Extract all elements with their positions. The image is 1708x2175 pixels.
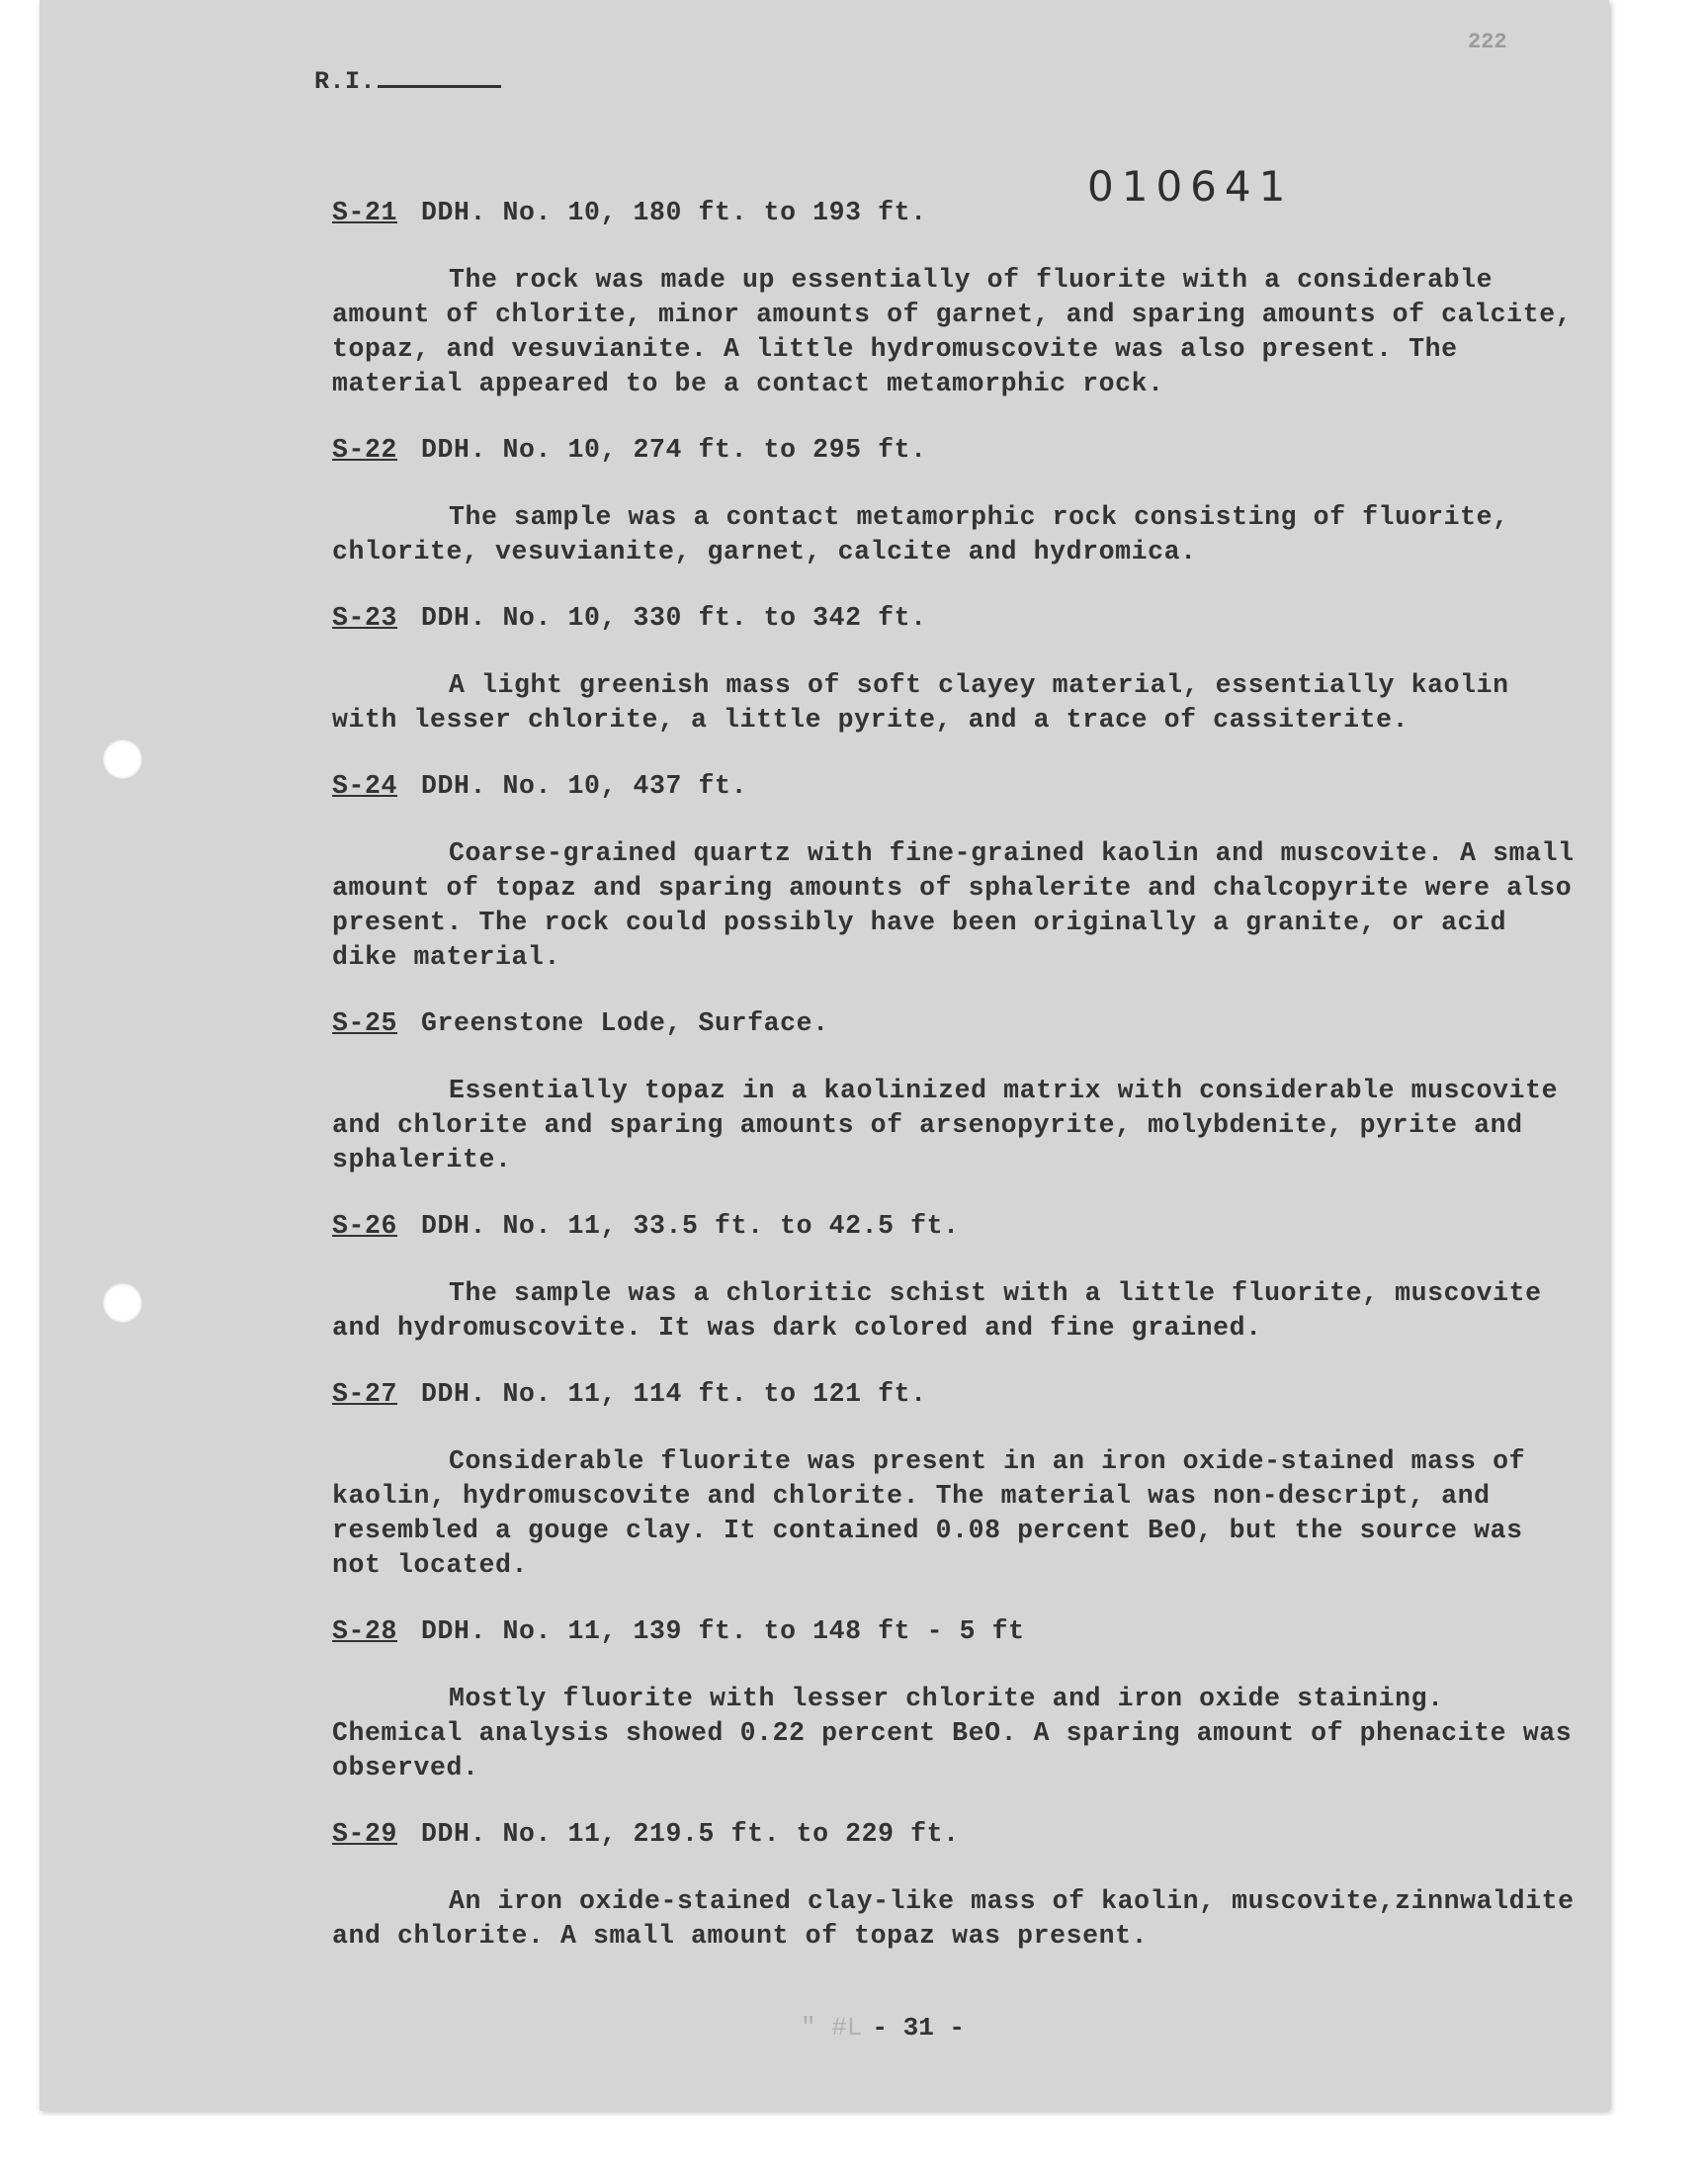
sample-description: The rock was made up essentially of fluorite with a considerable amount of chlorite, minor amounts of garnet, and sparing amounts of calcite, topaz, and vesuvianite. A little hydromuscovite was also present. The material appeared to be a contact metamorphic rock. xyxy=(332,265,1573,398)
footer-mark: " #L xyxy=(801,2013,863,2043)
sample-location: DDH. No. 11, 33.5 ft. to 42.5 ft. xyxy=(421,1211,960,1241)
scan-margin xyxy=(0,2116,1708,2175)
ri-field xyxy=(314,67,501,96)
sample-description: The sample was a contact metamorphic rock consisting of fluorite, chlorite, vesuvianite, garnet, calcite and hydromica. xyxy=(332,502,1509,566)
stamp-number: 010641 xyxy=(1087,162,1294,211)
entry-heading xyxy=(332,601,1587,636)
sample-code: S-26 xyxy=(332,1211,398,1241)
sample-entry xyxy=(332,1817,1587,1954)
sample-location: DDH. No. 11, 219.5 ft. to 229 ft. xyxy=(421,1819,960,1849)
sample-location: DDH. No. 10, 437 ft. xyxy=(421,771,748,801)
sample-entry xyxy=(332,601,1587,738)
sample-location: DDH. No. 10, 180 ft. to 193 ft. xyxy=(421,198,927,227)
page-number: - 31 - xyxy=(872,2013,966,2043)
sample-code: S-25 xyxy=(332,1008,398,1038)
sample-description: Mostly fluorite with lesser chlorite and iron oxide staining. Chemical analysis showed 0.22 percent BeO. A sparing amount of phenacite was observed. xyxy=(332,1684,1573,1783)
sample-location: DDH. No. 10, 330 ft. to 342 ft. xyxy=(421,603,927,633)
sample-code: S-27 xyxy=(332,1379,398,1409)
sample-description: An iron oxide-stained clay-like mass of kaolin, muscovite,zinnwaldite and chlorite. A small amount of topaz was present. xyxy=(332,1886,1575,1951)
sample-description: The sample was a chloritic schist with a little fluorite, muscovite and hydromuscovite. It was dark colored and fine grained. xyxy=(332,1278,1542,1343)
sample-list xyxy=(332,196,1587,1985)
entry-heading xyxy=(332,769,1587,804)
entry-heading xyxy=(332,433,1587,468)
entry-heading xyxy=(332,196,1587,230)
sample-location: DDH. No. 10, 274 ft. to 295 ft. xyxy=(421,435,927,465)
sample-description: Essentially topaz in a kaolinized matrix with considerable muscovite and chlorite and sparing amounts of arsenopyrite, molybdenite, pyrite and sphalerite. xyxy=(332,1076,1559,1174)
punch-hole-lower xyxy=(103,1283,142,1323)
sample-entry xyxy=(332,1209,1587,1346)
sample-entry xyxy=(332,1006,1587,1177)
punch-hole-upper xyxy=(103,740,142,779)
sample-code: S-28 xyxy=(332,1616,398,1646)
entry-heading xyxy=(332,1614,1587,1649)
sample-code: S-21 xyxy=(332,198,398,227)
sample-code: S-22 xyxy=(332,435,398,465)
entry-heading xyxy=(332,1817,1587,1852)
sample-location: DDH. No. 11, 139 ft. to 148 ft - 5 ft xyxy=(421,1616,1025,1646)
sample-code: S-24 xyxy=(332,771,398,801)
sample-entry xyxy=(332,769,1587,975)
entry-heading xyxy=(332,1377,1587,1412)
sample-description: Coarse-grained quartz with fine-grained kaolin and muscovite. A small amount of topaz and sparing amounts of sphalerite and chalcopyrite were also present. The rock could possibly have been originally a granite, or acid dike material. xyxy=(332,838,1575,972)
entry-heading xyxy=(332,1209,1587,1244)
sample-entry xyxy=(332,433,1587,569)
ri-blank-line xyxy=(378,85,501,88)
sample-location: DDH. No. 11, 114 ft. to 121 ft. xyxy=(421,1379,927,1409)
entry-heading xyxy=(332,1006,1587,1041)
sample-description: Considerable fluorite was present in an iron oxide-stained mass of kaolin, hydromuscovite and chlorite. The material was non-descript, and resembled a gouge clay. It contained 0.08 percent BeO, but the source was not located. xyxy=(332,1446,1526,1580)
sample-code: S-23 xyxy=(332,603,398,633)
sample-location: Greenstone Lode, Surface. xyxy=(421,1008,829,1038)
sample-entry xyxy=(332,196,1587,401)
sample-entry xyxy=(332,1377,1587,1583)
page-footer xyxy=(801,2013,965,2043)
sample-code: S-29 xyxy=(332,1819,398,1849)
sample-description: A light greenish mass of soft clayey material, essentially kaolin with lesser chlorite, a little pyrite, and a trace of cassiterite. xyxy=(332,670,1509,735)
sample-entry xyxy=(332,1614,1587,1785)
corner-mark: 222 xyxy=(1468,30,1507,54)
ri-label: R.I. xyxy=(314,67,377,96)
